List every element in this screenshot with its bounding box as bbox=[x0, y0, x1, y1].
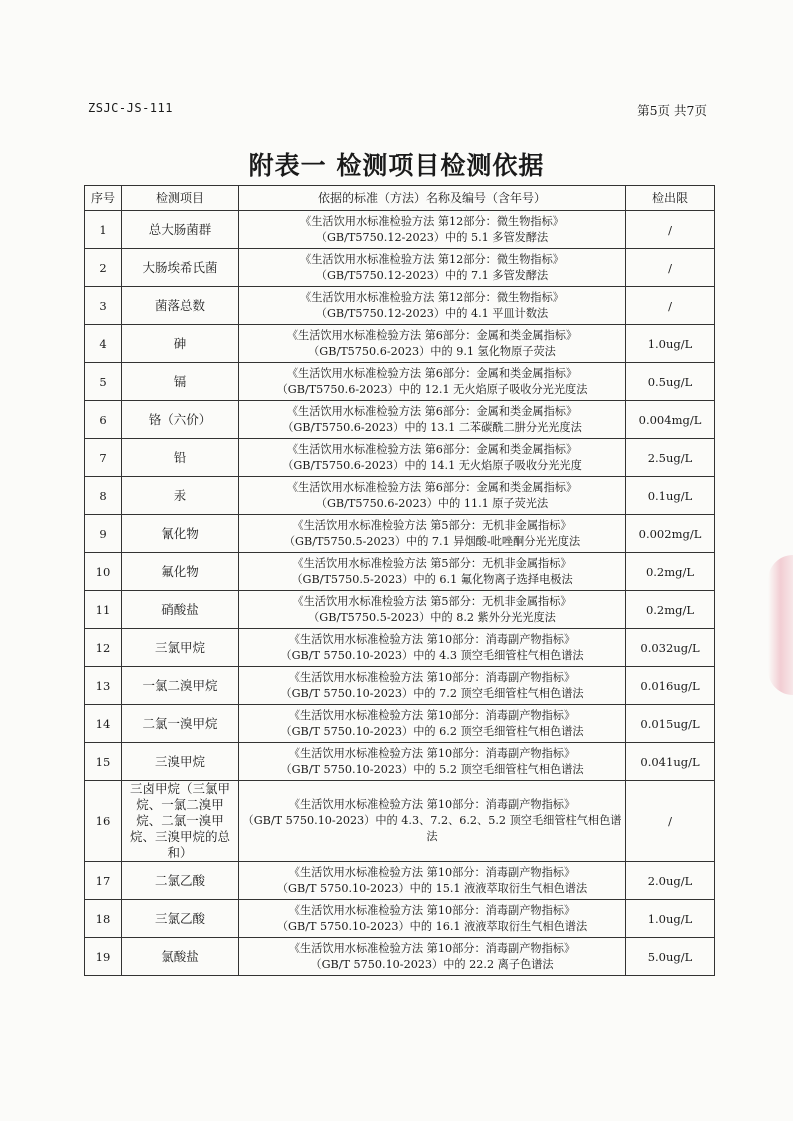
standard-code: （GB/T 5750.10-2023）中的 15.1 液液萃取衍生气相色谱法 bbox=[276, 881, 588, 895]
row-detection-limit: 1.0ug/L bbox=[626, 325, 715, 363]
standard-code: （GB/T5750.5-2023）中的 8.2 紫外分光光度法 bbox=[308, 610, 556, 624]
standard-code: （GB/T 5750.10-2023）中的 6.2 顶空毛细管柱气相色谱法 bbox=[280, 724, 584, 738]
standard-name: 《生活饮用水标准检验方法 第6部分：金属和类金属指标》 bbox=[286, 328, 578, 342]
page-number: 第5页 共7页 bbox=[637, 103, 707, 118]
row-item: 一氯二溴甲烷 bbox=[122, 667, 239, 705]
table-row bbox=[85, 477, 715, 515]
row-serial: 5 bbox=[85, 363, 122, 401]
table-row bbox=[85, 439, 715, 477]
row-serial: 17 bbox=[85, 862, 122, 900]
table-row bbox=[85, 287, 715, 325]
row-item: 大肠埃希氏菌 bbox=[122, 249, 239, 287]
row-standard bbox=[239, 900, 626, 938]
standard-code: （GB/T5750.5-2023）中的 7.1 异烟酸-吡唑酮分光光度法 bbox=[283, 534, 581, 548]
table-row bbox=[85, 629, 715, 667]
row-detection-limit: 2.0ug/L bbox=[626, 862, 715, 900]
row-standard bbox=[239, 629, 626, 667]
table-row bbox=[85, 249, 715, 287]
standard-name: 《生活饮用水标准检验方法 第12部分：微生物指标》 bbox=[300, 252, 564, 266]
row-serial: 19 bbox=[85, 938, 122, 976]
row-item: 三溴甲烷 bbox=[122, 743, 239, 781]
row-item: 镉 bbox=[122, 363, 239, 401]
standard-name: 《生活饮用水标准检验方法 第6部分：金属和类金属指标》 bbox=[286, 442, 578, 456]
standard-code: （GB/T5750.6-2023）中的 11.1 原子荧光法 bbox=[315, 496, 549, 510]
standard-name: 《生活饮用水标准检验方法 第10部分：消毒副产物指标》 bbox=[288, 746, 576, 760]
standard-name: 《生活饮用水标准检验方法 第10部分：消毒副产物指标》 bbox=[288, 798, 576, 811]
table-row bbox=[85, 211, 715, 249]
row-standard bbox=[239, 287, 626, 325]
table-body bbox=[85, 211, 715, 976]
row-serial: 15 bbox=[85, 743, 122, 781]
red-seal-stamp-fragment bbox=[768, 555, 793, 695]
standard-name: 《生活饮用水标准检验方法 第10部分：消毒副产物指标》 bbox=[288, 903, 576, 917]
table-row bbox=[85, 900, 715, 938]
standard-code: （GB/T5750.6-2023）中的 12.1 无火焰原子吸收分光光度法 bbox=[276, 382, 588, 396]
row-standard bbox=[239, 667, 626, 705]
standard-name: 《生活饮用水标准检验方法 第10部分：消毒副产物指标》 bbox=[288, 708, 576, 722]
standard-name: 《生活饮用水标准检验方法 第10部分：消毒副产物指标》 bbox=[288, 670, 576, 684]
standard-code: （GB/T 5750.10-2023）中的 7.2 顶空毛细管柱气相色谱法 bbox=[280, 686, 584, 700]
standard-code: （GB/T5750.6-2023）中的 9.1 氢化物原子荧法 bbox=[308, 344, 556, 358]
row-standard bbox=[239, 211, 626, 249]
table-row bbox=[85, 515, 715, 553]
row-standard bbox=[239, 325, 626, 363]
row-detection-limit: 5.0ug/L bbox=[626, 938, 715, 976]
standard-code: （GB/T 5750.10-2023）中的 4.3、7.2、6.2、5.2 顶空毛细管柱气相色谱法 bbox=[242, 814, 622, 843]
row-item: 三氯乙酸 bbox=[122, 900, 239, 938]
standard-code: （GB/T5750.5-2023）中的 6.1 氟化物离子选择电极法 bbox=[291, 572, 573, 586]
row-serial: 3 bbox=[85, 287, 122, 325]
document-id: ZSJC-JS-111 bbox=[88, 101, 173, 115]
row-standard bbox=[239, 591, 626, 629]
row-serial: 18 bbox=[85, 900, 122, 938]
row-item: 汞 bbox=[122, 477, 239, 515]
row-detection-limit: 0.016ug/L bbox=[626, 667, 715, 705]
standard-code: （GB/T 5750.10-2023）中的 4.3 顶空毛细管柱气相色谱法 bbox=[280, 648, 584, 662]
row-item: 铅 bbox=[122, 439, 239, 477]
row-detection-limit: 0.004mg/L bbox=[626, 401, 715, 439]
standard-name: 《生活饮用水标准检验方法 第12部分：微生物指标》 bbox=[300, 290, 564, 304]
standard-name: 《生活饮用水标准检验方法 第10部分：消毒副产物指标》 bbox=[288, 632, 576, 646]
row-serial: 11 bbox=[85, 591, 122, 629]
header-item: 检测项目 bbox=[122, 186, 239, 211]
row-serial: 16 bbox=[85, 781, 122, 862]
standard-code: （GB/T5750.12-2023）中的 4.1 平皿计数法 bbox=[315, 306, 549, 320]
header-limit: 检出限 bbox=[626, 186, 715, 211]
row-detection-limit: 2.5ug/L bbox=[626, 439, 715, 477]
row-standard bbox=[239, 743, 626, 781]
standard-name: 《生活饮用水标准检验方法 第5部分：无机非金属指标》 bbox=[292, 518, 572, 532]
row-item: 铬（六价） bbox=[122, 401, 239, 439]
standard-name: 《生活饮用水标准检验方法 第6部分：金属和类金属指标》 bbox=[286, 404, 578, 418]
row-detection-limit: 0.2mg/L bbox=[626, 553, 715, 591]
row-item: 氰化物 bbox=[122, 515, 239, 553]
row-item: 砷 bbox=[122, 325, 239, 363]
row-standard bbox=[239, 938, 626, 976]
row-serial: 8 bbox=[85, 477, 122, 515]
row-detection-limit: 0.015ug/L bbox=[626, 705, 715, 743]
row-serial: 12 bbox=[85, 629, 122, 667]
row-item: 三氯甲烷 bbox=[122, 629, 239, 667]
table-row bbox=[85, 591, 715, 629]
row-serial: 13 bbox=[85, 667, 122, 705]
row-standard bbox=[239, 553, 626, 591]
header-serial: 序号 bbox=[85, 186, 122, 211]
row-serial: 1 bbox=[85, 211, 122, 249]
table-row bbox=[85, 667, 715, 705]
row-detection-limit: 1.0ug/L bbox=[626, 900, 715, 938]
table-row bbox=[85, 781, 715, 862]
row-standard bbox=[239, 477, 626, 515]
row-serial: 9 bbox=[85, 515, 122, 553]
standard-code: （GB/T5750.12-2023）中的 7.1 多管发酵法 bbox=[315, 268, 549, 282]
row-item: 二氯乙酸 bbox=[122, 862, 239, 900]
row-detection-limit: / bbox=[626, 211, 715, 249]
row-item: 总大肠菌群 bbox=[122, 211, 239, 249]
row-standard bbox=[239, 781, 626, 862]
table-row bbox=[85, 325, 715, 363]
row-item: 氟化物 bbox=[122, 553, 239, 591]
standard-name: 《生活饮用水标准检验方法 第10部分：消毒副产物指标》 bbox=[288, 865, 576, 879]
row-standard bbox=[239, 439, 626, 477]
standard-name: 《生活饮用水标准检验方法 第6部分：金属和类金属指标》 bbox=[286, 366, 578, 380]
standard-code: （GB/T5750.6-2023）中的 14.1 无火焰原子吸收分光光度 bbox=[282, 458, 582, 472]
row-item: 三卤甲烷（三氯甲烷、一氯二溴甲烷、二氯一溴甲烷、三溴甲烷的总和） bbox=[122, 781, 239, 862]
standard-name: 《生活饮用水标准检验方法 第5部分：无机非金属指标》 bbox=[292, 556, 572, 570]
table-row bbox=[85, 401, 715, 439]
row-detection-limit: 0.002mg/L bbox=[626, 515, 715, 553]
standard-code: （GB/T 5750.10-2023）中的 22.2 离子色谱法 bbox=[310, 957, 554, 971]
row-serial: 14 bbox=[85, 705, 122, 743]
row-serial: 4 bbox=[85, 325, 122, 363]
page-title: 附表一 检测项目检测依据 bbox=[248, 151, 545, 180]
row-detection-limit: 0.041ug/L bbox=[626, 743, 715, 781]
row-detection-limit: 0.2mg/L bbox=[626, 591, 715, 629]
row-detection-limit: 0.1ug/L bbox=[626, 477, 715, 515]
standard-code: （GB/T5750.6-2023）中的 13.1 二苯碳酰二肼分光光度法 bbox=[282, 420, 582, 434]
table-row bbox=[85, 743, 715, 781]
row-item: 二氯一溴甲烷 bbox=[122, 705, 239, 743]
row-standard bbox=[239, 705, 626, 743]
standard-name: 《生活饮用水标准检验方法 第10部分：消毒副产物指标》 bbox=[288, 941, 576, 955]
row-standard bbox=[239, 862, 626, 900]
table-row bbox=[85, 862, 715, 900]
row-standard bbox=[239, 515, 626, 553]
row-serial: 6 bbox=[85, 401, 122, 439]
table-row bbox=[85, 705, 715, 743]
row-item: 硝酸盐 bbox=[122, 591, 239, 629]
standard-name: 《生活饮用水标准检验方法 第12部分：微生物指标》 bbox=[300, 214, 564, 228]
standard-code: （GB/T5750.12-2023）中的 5.1 多管发酵法 bbox=[315, 230, 549, 244]
table-header-row bbox=[85, 186, 715, 211]
standard-code: （GB/T 5750.10-2023）中的 5.2 顶空毛细管柱气相色谱法 bbox=[280, 762, 584, 776]
standard-code: （GB/T 5750.10-2023）中的 16.1 液液萃取衍生气相色谱法 bbox=[276, 919, 588, 933]
row-standard bbox=[239, 401, 626, 439]
standard-name: 《生活饮用水标准检验方法 第5部分：无机非金属指标》 bbox=[292, 594, 572, 608]
table-row bbox=[85, 553, 715, 591]
table-row bbox=[85, 363, 715, 401]
row-detection-limit: / bbox=[626, 287, 715, 325]
row-item: 氯酸盐 bbox=[122, 938, 239, 976]
row-serial: 10 bbox=[85, 553, 122, 591]
row-standard bbox=[239, 249, 626, 287]
row-serial: 2 bbox=[85, 249, 122, 287]
row-standard bbox=[239, 363, 626, 401]
row-item: 菌落总数 bbox=[122, 287, 239, 325]
row-detection-limit: / bbox=[626, 781, 715, 862]
row-detection-limit: 0.5ug/L bbox=[626, 363, 715, 401]
table-row bbox=[85, 938, 715, 976]
detection-basis-table bbox=[84, 185, 715, 976]
header-standard: 依据的标准（方法）名称及编号（含年号） bbox=[239, 186, 626, 211]
row-serial: 7 bbox=[85, 439, 122, 477]
standard-name: 《生活饮用水标准检验方法 第6部分：金属和类金属指标》 bbox=[286, 480, 578, 494]
row-detection-limit: / bbox=[626, 249, 715, 287]
row-detection-limit: 0.032ug/L bbox=[626, 629, 715, 667]
